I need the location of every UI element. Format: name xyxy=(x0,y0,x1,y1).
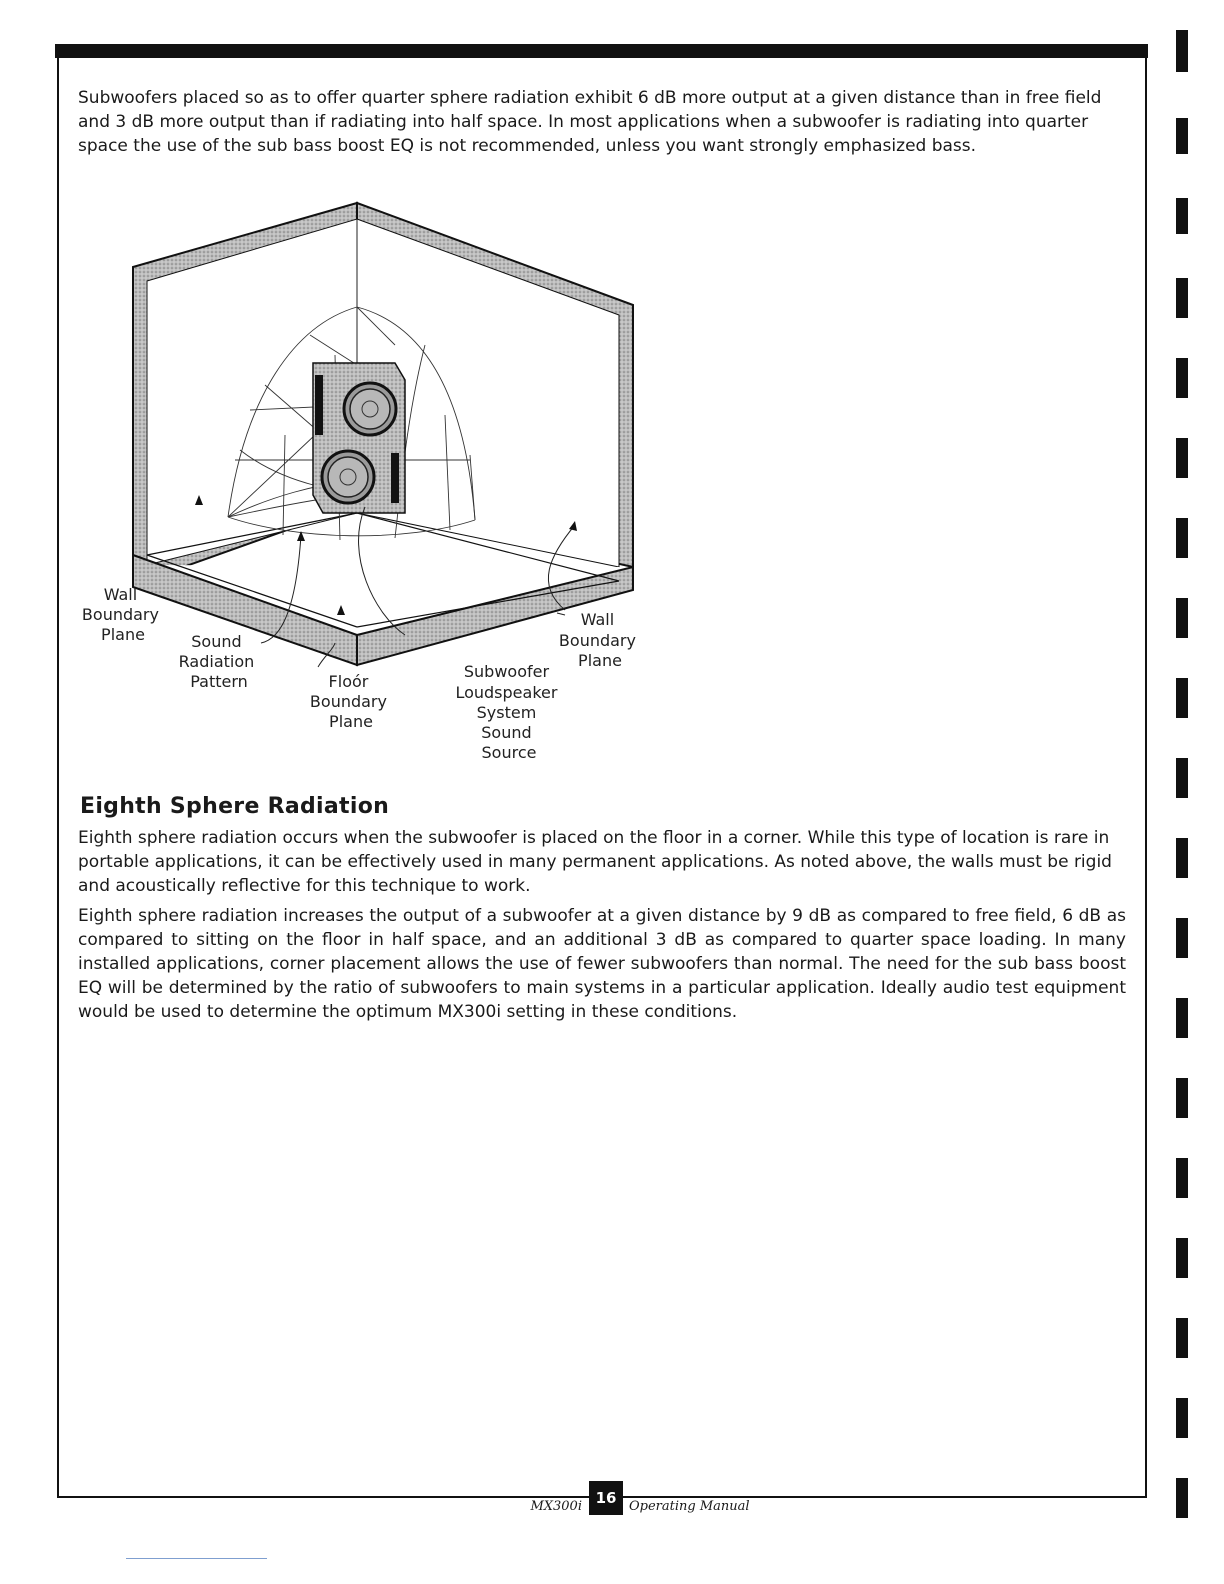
section-paragraph-2: Eighth sphere radiation increases the output of a subwoofer at a given distance by 9 dB as compared to free field, 6 dB as compared to sitting on the floor in half space, and an additional 3 dB as compared to quarter space loading. In many installed applications, corner placement allows the use of fewer subwoofers than normal. The need for the sub bass boost EQ will be determined by the ratio of subwoofers to main systems in a particular application. Ideally audio test equipment would be used to determine the optimum MX300i setting in these conditions. xyxy=(78,906,1126,1022)
wall-right-label: Wall Boundary Plane xyxy=(558,610,636,670)
subwoofer-label: Subwoofer Loudspeaker System Sound Source xyxy=(455,662,558,762)
section-paragraph-1: Eighth sphere radiation occurs when the subwoofer is placed on the floor in a corner. While this type of location is rare in portable applications, it can be effectively used in many permanent applications. As noted above, the walls must be rigid and acoustically reflective for this technique to work. xyxy=(78,828,1112,896)
page-number-badge: 16 xyxy=(589,1481,623,1515)
footer-manual-title: Operating Manual xyxy=(629,1499,750,1514)
left-frame-line xyxy=(57,44,59,1498)
scan-artifact-line xyxy=(126,1558,267,1559)
right-frame-line xyxy=(1145,44,1147,1498)
intro-paragraph: Subwoofers placed so as to offer quarter sphere radiation exhibit 6 dB more output at a given distance than in free field and 3 dB more output than if radiating into half space. In most applications when a subwoofer is radiating into quarter space the use of the sub bass boost EQ is not recommended, unless you want strongly emphasized bass. xyxy=(78,88,1102,156)
sound-radiation-label: Sound Radiation Pattern xyxy=(178,632,255,691)
subwoofer-cabinet xyxy=(313,363,405,513)
section-heading: Eighth Sphere Radiation xyxy=(80,794,390,819)
wall-left-label: Wall Boundary Plane xyxy=(81,585,159,644)
floor-label: Floór Boundary Plane xyxy=(309,672,387,731)
footer-model: MX300i xyxy=(530,1499,582,1514)
header-rule xyxy=(55,44,1148,58)
quarter-space-diagram xyxy=(81,195,655,775)
